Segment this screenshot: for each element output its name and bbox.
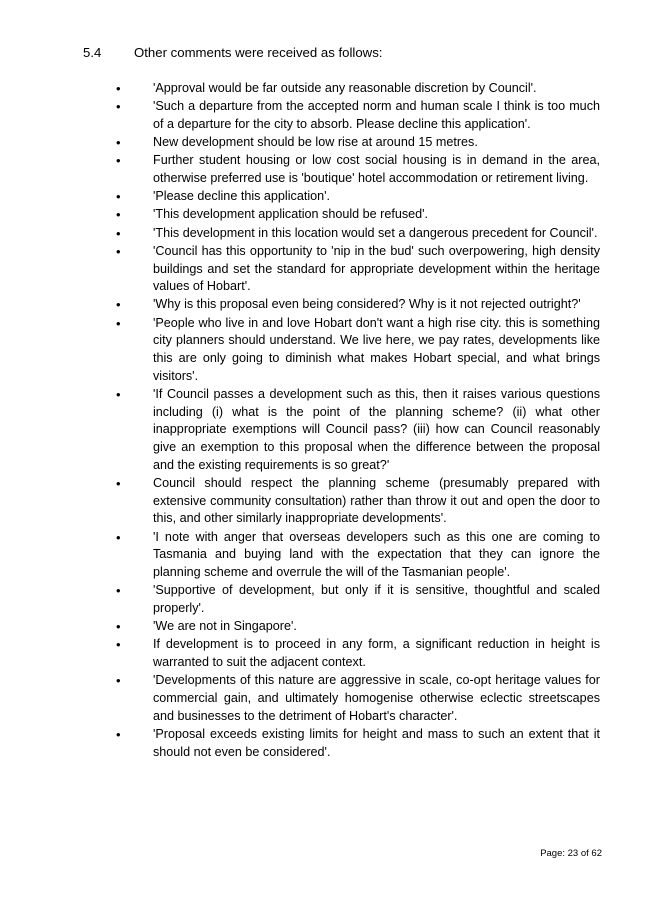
bullet-icon: •: [116, 386, 121, 402]
comment-item: [116, 243, 600, 296]
comment-item: [116, 386, 600, 475]
comment-text: 'If Council passes a development such as this, then it raises various questions including (i) what is the point of the planning scheme? (ii) what other inappropriate exemptions will Council pass? (iii) how can Council reasonably give an exemption to this proposal when the difference between the proposal and the existing requirements is so great?': [153, 386, 600, 472]
bullet-icon: •: [116, 673, 121, 689]
comment-item: [116, 225, 600, 243]
bullet-icon: •: [116, 135, 121, 151]
bullet-icon: •: [116, 637, 121, 653]
bullet-icon: •: [116, 619, 121, 635]
comment-text: 'This development in this location would set a dangerous precedent for Council'.: [153, 225, 598, 240]
bullet-icon: •: [116, 726, 121, 742]
comment-text: 'Why is this proposal even being considered? Why is it not rejected outright?': [153, 297, 581, 312]
page-number: Page: 23 of 62: [540, 848, 602, 859]
bullet-icon: •: [116, 297, 121, 313]
bullet-icon: •: [116, 99, 121, 115]
comment-text: Council should respect the planning scheme (presumably prepared with extensive community consultation) rather than throw it out and open the door to this, and other similarly inappropriate developments'.: [153, 475, 600, 526]
comment-item: [116, 529, 600, 582]
bullet-icon: •: [116, 81, 121, 96]
comment-item: [116, 152, 600, 187]
comment-item: [116, 315, 600, 386]
bullet-icon: •: [116, 207, 121, 223]
bullet-icon: •: [116, 315, 121, 331]
comment-text: 'People who live in and love Hobart don't want a high rise city. this is something city planners should understand. We live here, we pay rates, developments like this are only going to diminish what makes Hobart special, and what brings visitors'.: [153, 315, 600, 383]
section-intro: Other comments were received as follows:: [134, 45, 383, 60]
comment-text: 'We are not in Singapore'.: [153, 619, 297, 634]
comment-text: 'Approval would be far outside any reasonable discretion by Council'.: [153, 81, 537, 95]
comment-item: [116, 98, 600, 133]
comment-list: [116, 80, 600, 762]
comment-item: [116, 296, 600, 314]
comment-item: [116, 188, 600, 206]
bullet-icon: •: [116, 583, 121, 599]
comment-item: [116, 475, 600, 528]
comment-item: [116, 618, 600, 636]
comment-item: [116, 636, 600, 671]
comment-text: New development should be low rise at around 15 metres.: [153, 135, 478, 150]
comment-item: [116, 582, 600, 617]
comment-text: 'Developments of this nature are aggressive in scale, co-opt heritage values for commercial gain, and ultimately homogenise otherwise eclectic streetscapes and businesses to the detriment of Hobart's character'.: [153, 673, 600, 723]
comment-text: 'Supportive of development, but only if it is sensitive, thoughtful and scaled properly'.: [153, 583, 600, 615]
comment-text: 'Such a departure from the accepted norm and human scale I think is too much of a departure for the city to absorb. Please decline this application'.: [153, 99, 600, 131]
bullet-icon: •: [116, 529, 121, 545]
comment-item: [116, 726, 600, 761]
bullet-icon: •: [116, 189, 121, 205]
bullet-icon: •: [116, 225, 121, 241]
comment-item: [116, 80, 600, 98]
comment-item: [116, 672, 600, 725]
bullet-icon: •: [116, 153, 121, 169]
comment-text: 'Please decline this application'.: [153, 189, 331, 204]
section-number: 5.4: [83, 45, 102, 60]
bullet-icon: •: [116, 475, 121, 491]
comment-text: Further student housing or low cost social housing is in demand in the area, otherwise preferred use is 'boutique' hotel accommodation or retirement living.: [153, 153, 600, 186]
comment-text: 'I note with anger that overseas developers such as this one are coming to Tasmania and buying land with the expectation that they can ignore the planning scheme and overrule the will of the Tasmanian people'.: [153, 529, 600, 579]
bullet-icon: •: [116, 243, 121, 259]
comment-item: [116, 134, 600, 152]
comment-item: [116, 206, 600, 224]
comment-text: 'This development application should be refused'.: [153, 207, 429, 222]
comment-text: 'Council has this opportunity to 'nip in the bud' such overpowering, high density buildings and set the standard for appropriate development within the heritage values of Hobart'.: [153, 243, 600, 294]
comment-text: 'Proposal exceeds existing limits for height and mass to such an extent that it should not even be considered'.: [153, 726, 600, 759]
comment-text: If development is to proceed in any form, a significant reduction in height is warranted to suit the adjacent context.: [153, 637, 600, 669]
